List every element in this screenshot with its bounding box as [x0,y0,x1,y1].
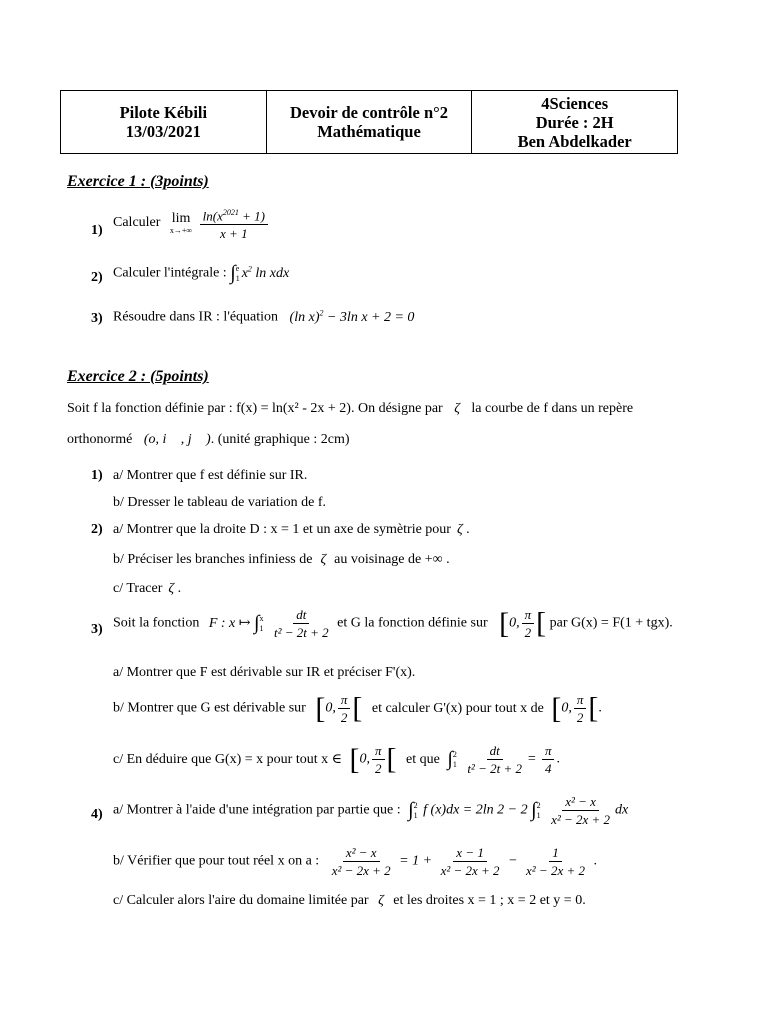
exam-title: Devoir de contrôle n°2 [290,103,448,122]
ex2-q3c: c/ En déduire que G(x) = x pour tout x ∈ [0, $\frac{\pi}{2}$ [ et que ∫ 2 1 $\frac{dt}{\text{t² − 2t + 2}}$ = $\frac{\pi}{4}$ . [113,742,560,776]
ex2-q3b-text-2: et calculer G'(x) pour tout x de [371,700,544,716]
ex2-q1a: a/ Montrer que f est définie sur IR. [113,468,308,483]
class-level: 4Sciences [541,93,609,113]
ex2-q3-end: par G(x) = F(1 + tgx). [549,615,673,631]
ex2-intro-text-2: la courbe de f dans un repère [471,401,634,416]
ex2-q3: Soit la fonction F : x ↦ ∫ x 1 $\frac{dt}{\text{t² − 2t + 2}}$ et G la fonction définie sur [0, $\frac{\pi}{2}$ [ par G(x) = F(1 + tgx). [113,606,673,640]
exam-date: 13/03/2021 [125,122,201,141]
ex2-q2c: c/ Tracer ζ . [113,581,182,596]
header-info-cell [471,91,677,153]
exam-duration: Durée : 2H [535,112,614,132]
ex1-q3-number: 3) [91,311,103,326]
ex1-q3-text: Résoudre dans IR : l'équation [113,309,279,325]
ex2-q2b-text: b/ Préciser les branches infiniess de [113,552,313,567]
ex2-q3c-text: c/ En déduire que G(x) = x pour tout x ∈ [113,752,342,767]
header-school-cell [61,91,266,153]
header-title-cell [266,91,472,153]
ex2-q2b: b/ Préciser les branches infiniess de ζ au voisinage de +∞ . [113,552,450,567]
ex1-q1-number: 1) [91,223,103,238]
limit-fraction: $\frac{\ln(x^{2021} + 1)}{x + 1}$ [200,205,268,241]
ex1-q2-number: 2) [91,270,103,285]
ex2-intro-text: Soit f la fonction définie par : f(x) = ln(x² - 2x + 2). On désigne par [67,401,443,416]
ex2-intro-unit: . (unité graphique : 2cm) [210,432,350,447]
header-table [60,90,678,154]
ex2-q4b-text: b/ Vérifier que pour tout réel x on a : [113,853,320,869]
exercise-2-title: Exercice 2 : (5points) [67,368,209,385]
ex2-q2-number: 2) [91,522,103,537]
ex2-q3a: a/ Montrer que F est dérivable sur IR et préciser F'(x). [113,665,416,680]
ex2-q3b: b/ Montrer que G est dérivable sur [0, $\frac{\pi}{2}$ [ et calculer G'(x) pour tout x de [0, $\frac{\pi}{2}$ [. [113,691,602,725]
ex2-q4b: b/ Vérifier que pour tout réel x on a : $\frac{\text{x² − x}}{\text{x² − 2x + 2}}$ = 1 + $\frac{x - 1}{\text{x² − 2x + 2}}$ − $\frac{1}{\text{x² − 2x + 2}}$ . [113,845,597,878]
school-name: Pilote Kébili [119,103,208,122]
ex2-q4a: a/ Montrer à l'aide d'une intégration par partie que : ∫ 2 1 f (x)dx = 2ln 2 − 2 ∫ 2 1 $\frac{\text{x² − x}}{\text{x² − 2x + 2}}$ dx [113,794,629,827]
exercise-1-title: Exercice 1 : (3points) [67,173,209,190]
ex1-q2: Calculer l'intégrale : ∫ e 1 $x^2$ ln xdx [113,262,290,284]
ex2-q3-number: 3) [91,622,103,637]
ex2-q2c-text: c/ Tracer [113,581,163,596]
ex1-q2-text: Calculer l'intégrale : [113,265,227,281]
ex2-q4c: c/ Calculer alors l'aire du domaine limitée par ζ et les droites x = 1 ; x = 2 et y = 0. [113,893,586,908]
limit-operator: lim x→+∞ [169,210,193,235]
ex2-q2a-text: a/ Montrer que la droite D : x = 1 et un axe de symètrie pour [113,522,451,537]
ex2-q1-number: 1) [91,468,103,483]
ex2-q4c-text: c/ Calculer alors l'aire du domaine limitée par [113,893,369,908]
ex2-q3-lead: Soit la fonction [113,615,200,631]
ex2-q2b-text-2: au voisinage de +∞ . [334,552,450,567]
ex2-intro-line1: Soit f la fonction définie par : f(x) = ln(x² - 2x + 2). On désigne par ζ la courbe de f dans un repère [67,401,634,416]
ex2-q4c-text-2: et les droites x = 1 ; x = 2 et y = 0. [393,893,586,908]
ex2-q3b-text: b/ Montrer que G est dérivable sur [113,700,306,716]
ex2-q4a-text: a/ Montrer à l'aide d'une intégration par partie que : [113,802,401,818]
ex2-q1b: b/ Dresser le tableau de variation de f. [113,495,327,510]
ex2-q2a: a/ Montrer que la droite D : x = 1 et un axe de symètrie pour ζ . [113,522,470,537]
ex2-q3c-text-2: et que [406,751,440,767]
ex1-q1-text: Calculer [113,215,161,231]
exam-subject: Mathématique [317,122,421,141]
ex2-intro-line2: orthonormé (o, i⃗ , j⃗ ). (unité graphique : 2cm) [67,432,350,447]
ex1-q3: Résoudre dans IR : l'équation (ln x)$^2$ − 3ln x + 2 = 0 [113,308,415,325]
ex1-q1 [113,205,270,241]
ex2-q4-number: 4) [91,807,103,822]
ex2-q3-mid: et G la fonction définie sur [337,615,488,631]
teacher-name: Ben Abdelkader [517,131,632,151]
ex2-intro-repere: orthonormé [67,432,133,447]
